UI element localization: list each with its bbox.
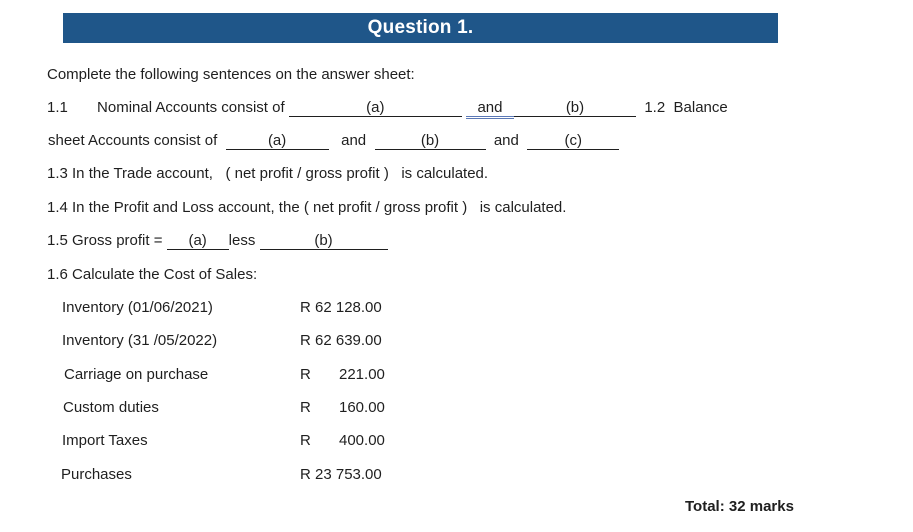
and-1-2-second: and <box>493 132 519 149</box>
cost-item-amount: R 62 639.00 <box>300 332 382 349</box>
cost-item-label: Inventory (01/06/2021) <box>62 299 213 316</box>
question-1-2 <box>48 131 619 151</box>
less-1-5: less <box>228 232 256 249</box>
and-1-2-first: and <box>341 132 367 149</box>
question-1-3: 1.3 In the Trade account, ( net profit / gross profit ) is calculated. <box>47 165 489 182</box>
question-1-1 <box>47 98 728 119</box>
cost-item-amount: R 160.00 <box>300 399 385 416</box>
question-1-2-text: sheet Accounts consist of <box>48 132 218 149</box>
question-1-5-text: 1.5 Gross profit = <box>47 232 163 249</box>
question-1-2-start: 1.2 Balance <box>644 99 728 116</box>
and-1-1: and <box>466 99 514 119</box>
question-1-4: 1.4 In the Profit and Loss account, the ( net profit / gross profit ) is calculated. <box>47 199 567 216</box>
blank-1-5-a: (a) <box>167 232 229 250</box>
cost-item-label: Carriage on purchase <box>64 366 209 383</box>
cost-item-label: Import Taxes <box>62 432 148 449</box>
blank-1-5-b: (b) <box>260 232 388 250</box>
blank-1-2-c: (c) <box>527 132 619 150</box>
cost-item-label: Custom duties <box>63 399 159 416</box>
cost-item-amount: R 221.00 <box>300 366 385 383</box>
blank-1-1-b: (b) <box>514 99 636 117</box>
blank-1-1-a: (a) <box>289 99 462 117</box>
question-1-1-text: Nominal Accounts consist of <box>97 99 285 116</box>
question-1-1-number: 1.1 <box>47 99 68 116</box>
question-1-5 <box>47 231 388 251</box>
cost-item-label: Inventory (31 /05/2022) <box>62 332 218 349</box>
cost-item-amount: R 23 753.00 <box>300 466 382 483</box>
cost-item-label: Purchases <box>61 466 132 483</box>
total-marks: Total: 32 marks <box>685 498 794 515</box>
cost-item-amount: R 62 128.00 <box>300 299 382 316</box>
question-title: Question 1. <box>367 17 474 38</box>
instruction-text: Complete the following sentences on the answer sheet: <box>47 66 415 83</box>
question-1-6: 1.6 Calculate the Cost of Sales: <box>47 266 258 283</box>
blank-1-2-b: (b) <box>375 132 486 150</box>
cost-item-amount: R 400.00 <box>300 432 385 449</box>
blank-1-2-a: (a) <box>226 132 329 150</box>
question-title-bar <box>63 13 778 43</box>
